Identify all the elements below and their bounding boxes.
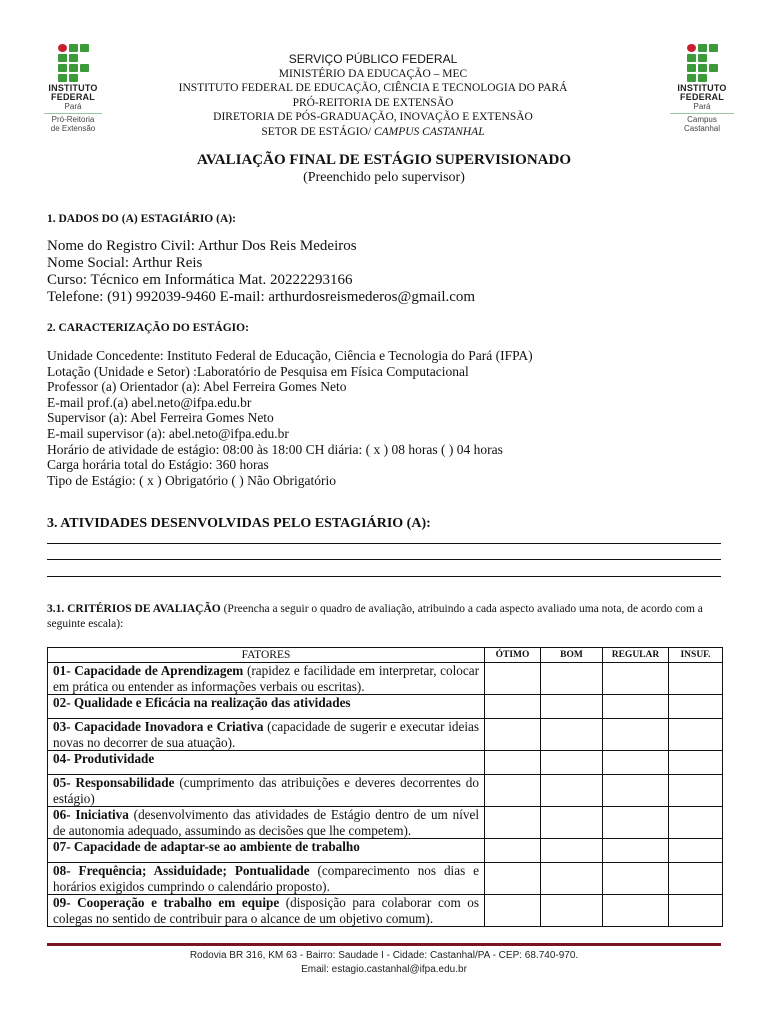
factor-cell xyxy=(48,663,485,695)
table-row xyxy=(48,863,723,895)
rating-insuf-cell[interactable] xyxy=(669,839,723,863)
factor-description: (disposição para colaborar com os colegas no sentido de contribuir para o alcance de um objetivo comum). xyxy=(53,895,479,926)
footer-divider xyxy=(47,943,721,946)
factor-title: 09- Cooperação e trabalho em equipe xyxy=(53,895,280,910)
student-data-block xyxy=(47,238,727,306)
rating-regular-cell[interactable] xyxy=(603,839,669,863)
header-line-6-campus: CAMPUS CASTANHAL xyxy=(373,125,485,138)
rating-regular-cell[interactable] xyxy=(603,695,669,719)
rating-bom-cell[interactable] xyxy=(541,695,603,719)
rating-regular-cell[interactable] xyxy=(603,751,669,775)
ifpa-logo-mark-icon xyxy=(687,44,718,82)
rating-otimo-cell[interactable] xyxy=(485,895,541,927)
rating-insuf-cell[interactable] xyxy=(669,695,723,719)
activities-line xyxy=(47,559,721,560)
factor-title: 05- Responsabilidade xyxy=(53,775,175,790)
header-insuf: INSUF. xyxy=(669,648,723,663)
section-3-heading: 3. ATIVIDADES DESENVOLVIDAS PELO ESTAGIÁRIO (A): xyxy=(47,516,431,531)
rating-bom-cell[interactable] xyxy=(541,895,603,927)
student-civil-name: Nome do Registro Civil: Arthur Dos Reis Medeiros xyxy=(47,238,357,254)
ifpa-logo-proex xyxy=(38,44,108,133)
internship-line: Professor (a) Orientador (a): Abel Ferreira Gomes Neto xyxy=(47,379,347,395)
rating-otimo-cell[interactable] xyxy=(485,751,541,775)
factor-title: 06- Iniciativa xyxy=(53,807,129,822)
internship-line: Horário de atividade de estágio: 08:00 às 18:00 CH diária: ( x ) 08 horas ( ) 04 horas xyxy=(47,441,503,457)
internship-line: Unidade Concedente: Instituto Federal de Educação, Ciência e Tecnologia do Pará (IFPA) xyxy=(47,348,533,363)
rating-otimo-cell[interactable] xyxy=(485,775,541,807)
logo-state: Pará xyxy=(693,102,711,111)
factor-title: 03- Capacidade Inovadora e Criativa xyxy=(53,719,264,734)
factor-description: (comparecimento nos dias e horários exigidos cumprindo o calendário proposto). xyxy=(53,863,479,894)
factor-title: 01- Capacidade de Aprendizagem xyxy=(53,663,244,678)
rating-insuf-cell[interactable] xyxy=(669,751,723,775)
table-row xyxy=(48,775,723,807)
header-line-5: DIRETORIA DE PÓS-GRADUAÇÃO, INOVAÇÃO E EXTENSÃO xyxy=(213,111,533,124)
logo-name-line1: INSTITUTO xyxy=(48,83,98,93)
table-row xyxy=(48,695,723,719)
rating-insuf-cell[interactable] xyxy=(669,863,723,895)
header-regular: REGULAR xyxy=(603,648,669,663)
factor-cell xyxy=(48,895,485,927)
footer-email: Email: estagio.castanhal@ifpa.edu.br xyxy=(301,964,467,975)
rating-insuf-cell[interactable] xyxy=(669,895,723,927)
internship-line: E-mail prof.(a) abel.neto@ifpa.edu.br xyxy=(47,394,252,410)
student-contact: Telefone: (91) 992039-9460 E-mail: arthurdosreismederos@gmail.com xyxy=(47,289,476,305)
rating-regular-cell[interactable] xyxy=(603,895,669,927)
rating-insuf-cell[interactable] xyxy=(669,807,723,839)
header-line-6 xyxy=(150,125,596,140)
rating-regular-cell[interactable] xyxy=(603,719,669,751)
factor-cell xyxy=(48,751,485,775)
factor-title: 07- Capacidade de adaptar-se ao ambiente de trabalho xyxy=(53,839,360,854)
internship-line: Lotação (Unidade e Setor) :Laboratório de Pesquisa em Física Computacional xyxy=(47,363,469,379)
rating-bom-cell[interactable] xyxy=(541,663,603,695)
internship-line: Supervisor (a): Abel Ferreira Gomes Neto xyxy=(47,410,274,426)
ifpa-logo-castanhal xyxy=(664,44,740,133)
rating-regular-cell[interactable] xyxy=(603,775,669,807)
document-title: AVALIAÇÃO FINAL DE ESTÁGIO SUPERVISIONADO xyxy=(196,152,571,168)
section-1-heading: 1. DADOS DO (A) ESTAGIÁRIO (A): xyxy=(47,213,236,225)
factor-description: (desenvolvimento das atividades de Estágio dentro de um nível de autonomia adequado, assumindo as decisões que lhe competem). xyxy=(53,807,479,838)
rating-bom-cell[interactable] xyxy=(541,775,603,807)
header-line-2: MINISTÉRIO DA EDUCAÇÃO – MEC xyxy=(278,67,468,80)
logo-unit-line1: Campus xyxy=(687,115,717,124)
internship-line: Carga horária total do Estágio: 360 horas xyxy=(47,457,269,473)
factor-cell xyxy=(48,807,485,839)
table-row xyxy=(48,807,723,839)
student-social-name: Nome Social: Arthur Reis xyxy=(47,255,203,271)
evaluation-table xyxy=(47,647,723,927)
logo-state: Pará xyxy=(64,102,82,111)
rating-otimo-cell[interactable] xyxy=(485,807,541,839)
header-line-4: PRÓ-REITORIA DE EXTENSÃO xyxy=(292,96,454,109)
header-line-1: SERVIÇO PÚBLICO FEDERAL xyxy=(288,52,458,66)
rating-bom-cell[interactable] xyxy=(541,719,603,751)
factor-cell xyxy=(48,719,485,751)
logo-unit-line2: Castanhal xyxy=(683,124,721,133)
rating-regular-cell[interactable] xyxy=(603,863,669,895)
rating-otimo-cell[interactable] xyxy=(485,839,541,863)
rating-regular-cell[interactable] xyxy=(603,807,669,839)
table-row xyxy=(48,663,723,695)
rating-otimo-cell[interactable] xyxy=(485,695,541,719)
rating-otimo-cell[interactable] xyxy=(485,663,541,695)
factor-title: 04- Produtividade xyxy=(53,751,155,766)
factor-description: (cumprimento das atribuições e deveres decorrentes do estágio) xyxy=(53,775,479,806)
criteria-text: (Preencha a seguir o quadro de avaliação, atribuindo a cada aspecto avaliado uma nota, de acordo com a seguinte escala): xyxy=(47,603,703,630)
internship-line: E-mail supervisor (a): abel.neto@ifpa.edu.br xyxy=(47,425,289,441)
header-bom: BOM xyxy=(541,648,603,663)
table-row xyxy=(48,751,723,775)
criteria-paragraph xyxy=(47,602,723,632)
activities-line xyxy=(47,543,721,544)
rating-otimo-cell[interactable] xyxy=(485,863,541,895)
table-row xyxy=(48,719,723,751)
ifpa-logo-mark-icon xyxy=(58,44,89,82)
factor-cell xyxy=(48,695,485,719)
factor-cell xyxy=(48,775,485,807)
rating-insuf-cell[interactable] xyxy=(669,775,723,807)
header-line-6-prefix: SETOR DE ESTÁGIO/ xyxy=(261,125,374,138)
rating-bom-cell[interactable] xyxy=(541,751,603,775)
footer-address: Rodovia BR 316, KM 63 - Bairro: Saudade I - Cidade: Castanhal/PA - CEP: 68.740-970. xyxy=(189,950,579,961)
logo-name-line2: FEDERAL xyxy=(51,92,95,102)
table-header-row xyxy=(48,648,723,663)
internship-line: Tipo de Estágio: ( x ) Obrigatório ( ) Não Obrigatório xyxy=(47,472,336,488)
factor-cell xyxy=(48,863,485,895)
section-2-heading: 2. CARACTERIZAÇÃO DO ESTÁGIO: xyxy=(47,322,249,334)
rating-bom-cell[interactable] xyxy=(541,839,603,863)
internship-data-block xyxy=(47,348,727,488)
rating-insuf-cell[interactable] xyxy=(669,719,723,751)
logo-unit-line1: Pró-Reitoria xyxy=(51,115,95,124)
rating-bom-cell[interactable] xyxy=(541,863,603,895)
table-row xyxy=(48,895,723,927)
header-factors: FATORES xyxy=(48,648,485,663)
logo-name-line1: INSTITUTO xyxy=(677,83,727,93)
student-course: Curso: Técnico em Informática Mat. 20222293166 xyxy=(47,272,353,288)
table-row xyxy=(48,839,723,863)
rating-insuf-cell[interactable] xyxy=(669,663,723,695)
factor-cell xyxy=(48,839,485,863)
document-subtitle: (Preenchido pelo supervisor) xyxy=(303,170,465,185)
factor-description: (rapidez e facilidade em interpretar, colocar em prática ou entender as informações verbais ou escritas). xyxy=(53,663,479,694)
activities-line xyxy=(47,576,721,577)
factor-description: (capacidade de sugerir e executar ideias novas no decorrer de sua atuação). xyxy=(53,719,479,750)
logo-name-line2: FEDERAL xyxy=(680,92,724,102)
factor-title: 02- Qualidade e Eficácia na realização das atividades xyxy=(53,695,351,710)
logo-unit-line2: de Extensão xyxy=(50,124,96,133)
header-line-3: INSTITUTO FEDERAL DE EDUCAÇÃO, CIÊNCIA E TECNOLOGIA DO PARÁ xyxy=(178,82,568,95)
institution-header xyxy=(150,52,596,140)
factor-title: 08- Frequência; Assiduidade; Pontualidade xyxy=(53,863,310,878)
rating-otimo-cell[interactable] xyxy=(485,719,541,751)
criteria-heading: 3.1. CRITÉRIOS DE AVALIAÇÃO xyxy=(47,603,221,615)
header-otimo: ÓTIMO xyxy=(485,648,541,663)
rating-regular-cell[interactable] xyxy=(603,663,669,695)
rating-bom-cell[interactable] xyxy=(541,807,603,839)
